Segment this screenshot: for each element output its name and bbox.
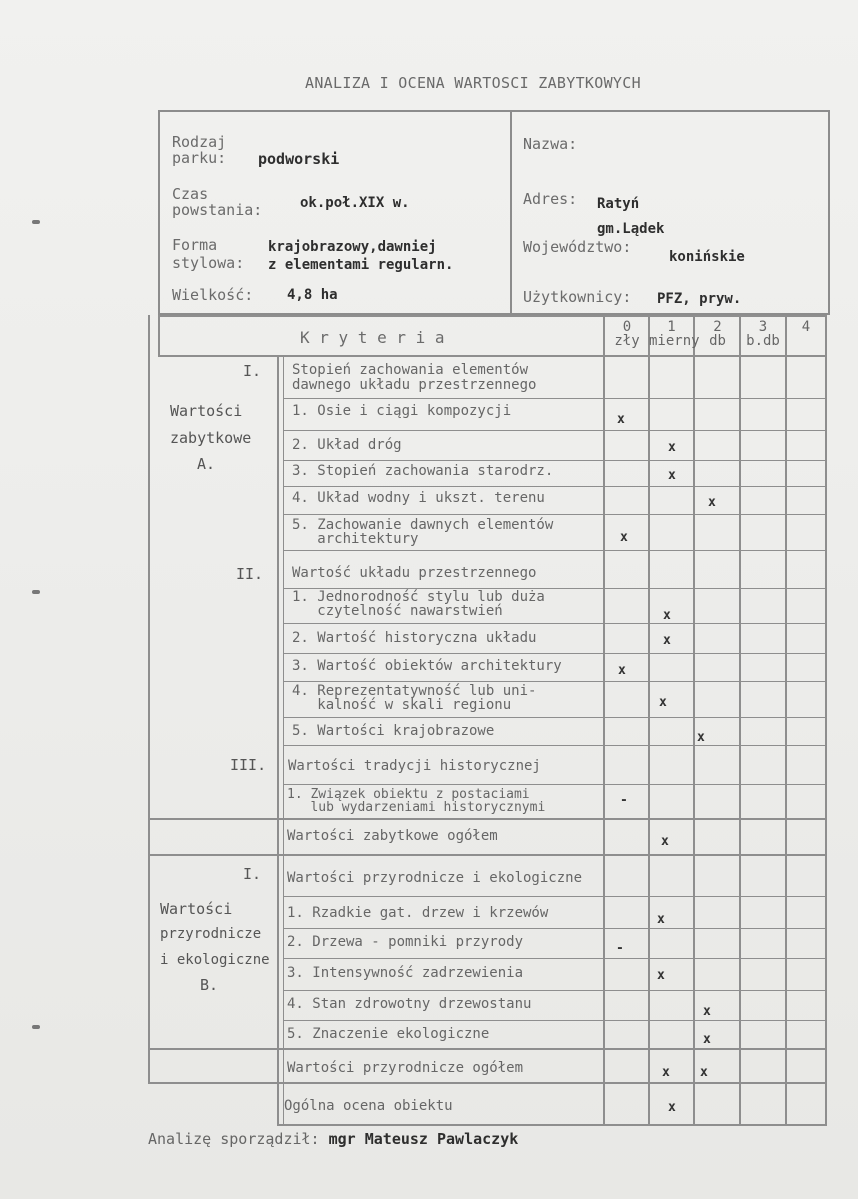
wielkosc-label: Wielkość: xyxy=(172,286,254,304)
table-line xyxy=(283,784,827,785)
powstania-label: powstania: xyxy=(172,201,263,219)
table-line xyxy=(277,1124,827,1126)
section-b-label: i ekologiczne xyxy=(160,952,270,968)
criterion-row: 5. Wartości krajobrazowe xyxy=(292,723,495,739)
criterion-row: 5. Znaczenie ekologiczne xyxy=(287,1026,490,1042)
table-line xyxy=(148,854,827,856)
table-border-left xyxy=(148,315,150,1083)
table-line xyxy=(283,460,827,461)
section-b-label: przyrodnicze xyxy=(160,926,262,942)
score-mark: x xyxy=(668,440,676,455)
criterion-row: 1. Jednorodność stylu lub duża xyxy=(292,589,545,605)
criterion-row: 3. Intensywność zadrzewienia xyxy=(287,965,524,981)
table-line xyxy=(283,681,827,682)
score-mark: x xyxy=(708,495,716,510)
table-line xyxy=(283,653,827,654)
nazwa-label: Nazwa: xyxy=(523,135,578,153)
table-line xyxy=(148,818,827,820)
table-line xyxy=(283,398,827,399)
criteria-header: K r y t e r i a xyxy=(300,328,445,347)
adres-value-1: Ratyń xyxy=(597,196,640,212)
score-mark: - xyxy=(616,941,624,956)
rodzaj-value: podworski xyxy=(258,150,340,168)
wojewodztwo-value: konińskie xyxy=(669,249,745,265)
table-line xyxy=(739,315,741,1125)
table-line xyxy=(158,315,160,355)
score-mark: x xyxy=(659,695,667,710)
section-a-roman-1: I. xyxy=(243,362,262,380)
table-line xyxy=(283,717,827,718)
forma-value-2: z elementami regularn. xyxy=(268,257,454,273)
table-line xyxy=(283,430,827,431)
parku-label: parku: xyxy=(172,149,227,167)
table-border-right xyxy=(825,315,827,1125)
forma-value-1: krajobrazowy,dawniej xyxy=(268,239,437,255)
table-line xyxy=(283,486,827,487)
uzytkownicy-label: Użytkownicy: xyxy=(523,288,632,306)
scale-col-3: 3 b.db xyxy=(746,319,780,349)
section-a-roman-3: III. xyxy=(230,756,267,774)
table-line xyxy=(148,1048,827,1050)
score-mark: x xyxy=(703,1004,711,1019)
score-mark: x xyxy=(700,1065,708,1080)
header-divider xyxy=(510,110,512,315)
total-row: Wartości zabytkowe ogółem xyxy=(287,828,498,844)
group-title: Wartość układu przestrzennego xyxy=(292,565,537,581)
prepared-by xyxy=(148,1130,518,1148)
criterion-row: 3. Stopień zachowania starodrz. xyxy=(292,463,554,479)
criterion-row-cont: kalność w skali regionu xyxy=(292,697,512,713)
adres-label: Adres: xyxy=(523,190,578,208)
score-mark: x xyxy=(668,1100,676,1115)
criterion-row: 5. Zachowanie dawnych elementów xyxy=(292,517,554,533)
scale-col-2: 2 db xyxy=(709,319,726,349)
score-mark: x xyxy=(668,468,676,483)
table-line xyxy=(148,1082,827,1084)
adres-value-2: gm.Lądek xyxy=(597,221,665,237)
score-mark: x xyxy=(657,912,665,927)
scale-col-0: 0 zły xyxy=(614,319,640,349)
section-a-roman-2: II. xyxy=(236,565,264,583)
score-mark: x xyxy=(662,1065,670,1080)
uzytkownicy-value: PFZ, pryw. xyxy=(657,291,742,307)
punch-hole xyxy=(32,1025,40,1029)
section-a-letter: A. xyxy=(197,455,216,473)
criterion-row: 2. Drzewa - pomniki przyrody xyxy=(287,934,524,950)
table-line xyxy=(283,896,827,897)
criterion-row: 1. Związek obiektu z postaciami xyxy=(287,787,530,802)
score-mark: x xyxy=(657,968,665,983)
criterion-row: 1. Osie i ciągi kompozycji xyxy=(292,403,512,419)
document-title: ANALIZA I OCENA WARTOSCI ZABYTKOWYCH xyxy=(305,74,641,92)
table-line xyxy=(283,355,284,1125)
table-line xyxy=(158,315,827,317)
criterion-row-cont: czytelność nawarstwień xyxy=(292,603,503,619)
total-row: Wartości przyrodnicze ogółem xyxy=(287,1060,524,1076)
table-line xyxy=(648,315,650,1125)
score-mark: x xyxy=(620,530,628,545)
punch-hole xyxy=(32,220,40,224)
score-mark: x xyxy=(617,412,625,427)
table-line xyxy=(283,623,827,624)
score-mark: x xyxy=(703,1032,711,1047)
overall-row: Ogólna ocena obiektu xyxy=(284,1098,453,1114)
table-line xyxy=(693,315,695,1125)
czas-value: ok.poł.XIX w. xyxy=(300,195,410,211)
group-title: Wartości tradycji historycznej xyxy=(288,758,541,774)
table-line xyxy=(283,958,827,959)
section-b-roman: I. xyxy=(243,865,262,883)
score-mark: x xyxy=(661,834,669,849)
prepared-by-author: mgr Mateusz Pawlaczyk xyxy=(328,1130,519,1148)
group-title: Wartości przyrodnicze i ekologiczne xyxy=(287,870,583,886)
wojewodztwo-label: Województwo: xyxy=(523,238,632,256)
criterion-row: 4. Reprezentatywność lub uni- xyxy=(292,683,537,699)
score-mark: x xyxy=(618,663,626,678)
table-line xyxy=(603,315,605,1125)
table-line xyxy=(283,514,827,515)
section-b-label: Wartości xyxy=(160,900,233,918)
table-line xyxy=(283,990,827,991)
forma-label: Forma xyxy=(172,236,218,254)
table-line xyxy=(283,1020,827,1021)
wielkosc-value: 4,8 ha xyxy=(287,287,338,303)
score-mark: - xyxy=(620,793,628,808)
score-mark: x xyxy=(663,633,671,648)
table-line xyxy=(283,928,827,929)
section-a-label: zabytkowe xyxy=(170,429,252,447)
group-title: Stopień zachowania elementów xyxy=(292,362,529,378)
group-title: dawnego układu przestrzennego xyxy=(292,377,537,393)
table-line xyxy=(283,745,827,746)
score-mark: x xyxy=(663,608,671,623)
criterion-row-cont: lub wydarzeniami historycznymi xyxy=(287,800,546,815)
rodzaj-label: Rodzaj xyxy=(172,133,227,151)
section-a-label: Wartości xyxy=(170,402,243,420)
section-b-letter: B. xyxy=(200,976,219,994)
prepared-by-label: Analizę sporządził: xyxy=(148,1130,320,1148)
table-line xyxy=(277,355,279,1125)
stylowa-label: stylowa: xyxy=(172,254,245,272)
criterion-row: 2. Wartość historyczna układu xyxy=(292,630,537,646)
criterion-row: 3. Wartość obiektów architektury xyxy=(292,658,562,674)
criterion-row: 2. Układ dróg xyxy=(292,437,402,453)
table-line xyxy=(283,550,827,551)
table-line xyxy=(158,355,827,357)
czas-label: Czas xyxy=(172,185,209,203)
scale-col-4: 4 xyxy=(801,319,811,335)
punch-hole xyxy=(32,590,40,594)
scale-col-1: 1 mierny xyxy=(649,319,700,349)
criterion-row: 1. Rzadkie gat. drzew i krzewów xyxy=(287,905,549,921)
criterion-row: 4. Układ wodny i ukszt. terenu xyxy=(292,490,545,506)
score-mark: x xyxy=(697,730,705,745)
criterion-row: 4. Stan zdrowotny drzewostanu xyxy=(287,996,532,1012)
table-line xyxy=(785,315,787,1125)
criterion-row-cont: architektury xyxy=(292,531,419,547)
